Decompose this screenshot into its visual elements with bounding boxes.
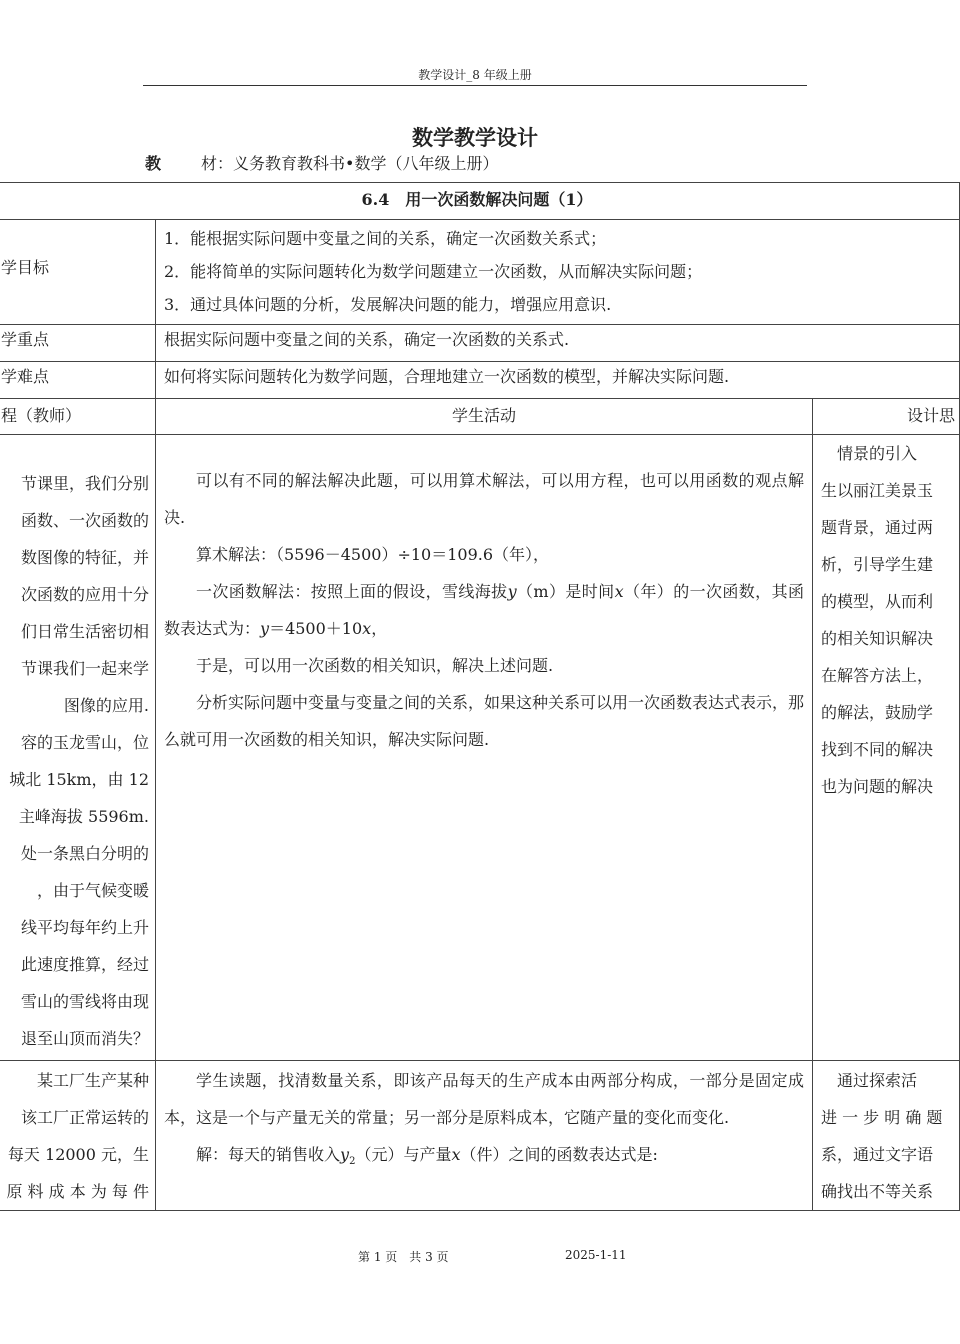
- difficulty-text: 如何将实际问题转化为数学问题，合理地建立一次函数的模型，并解决实际问题.: [164, 367, 730, 386]
- lesson-title: 6.4 用一次函数解决问题（1）: [361, 190, 593, 209]
- teacher-column-header: [0, 399, 156, 435]
- objectives-label-cell: [0, 220, 156, 325]
- text-line: 某工厂生产某种: [36, 1071, 149, 1090]
- text-line: 图像的应用.: [63, 696, 149, 715]
- page-header: 教学设计_8 年级上册: [418, 68, 532, 82]
- text-line: 次函数的应用十分: [20, 585, 149, 604]
- objectives-label: 学目标: [1, 258, 50, 277]
- key-point-label-cell: [0, 325, 156, 362]
- material-label-1: 教: [145, 154, 162, 173]
- design-text-1: [813, 435, 959, 805]
- text-line: 生以丽江美景玉: [821, 481, 934, 500]
- difficulty-label-cell: [0, 362, 156, 399]
- teacher-cell-1: [0, 435, 156, 1061]
- text-line: 函数、一次函数的: [20, 511, 149, 530]
- text-line: 的解法，鼓励学: [821, 703, 934, 722]
- objective-item: 1．能根据实际问题中变量之间的关系，确定一次函数关系式；: [164, 229, 607, 248]
- key-point-text: 根据实际问题中变量之间的关系，确定一次函数的关系式.: [164, 330, 570, 349]
- text-line: 题背景，通过两: [821, 518, 934, 537]
- text-line: 进 一 步 明 确 题: [821, 1108, 943, 1127]
- difficulty-cell: [156, 362, 960, 399]
- design-cell-1: [813, 435, 960, 1061]
- design-column-header: [813, 399, 960, 435]
- student-paragraph: 学生读题，找清数量关系，即该产品每天的生产成本由两部分构成，一部分是固定成本，这是一个与产量无关的常量；另一部分是原料成本，它随产量的变化而变化.: [164, 1071, 804, 1127]
- objective-item: 3．通过具体问题的分析，发展解决问题的能力，增强应用意识.: [164, 295, 612, 314]
- lesson-title-cell: [0, 183, 960, 220]
- student-cell-2: [156, 1061, 813, 1211]
- student-column-header: [156, 399, 813, 435]
- header-rule: [143, 85, 807, 86]
- text-line: ，由于气候变暖: [36, 881, 149, 900]
- text-line: 城北 15km，由 12: [9, 770, 149, 789]
- text-line: 雪山的雪线将由现: [20, 992, 149, 1011]
- text-line: 线平均每年约上升: [20, 918, 149, 937]
- key-point-label: 学重点: [1, 330, 50, 349]
- objective-item: 2．能将简单的实际问题转化为数学问题建立一次函数，从而解决实际问题；: [164, 262, 703, 281]
- text-line: 们日常生活密切相: [20, 622, 149, 641]
- footer-date: 2025-1-11: [565, 1248, 627, 1262]
- design-header-text: 设计思: [906, 406, 955, 425]
- student-paragraph: 解：每天的销售收入$y_2$（元）与产量x（件）之间的函数表达式是:: [196, 1145, 658, 1168]
- objectives-cell: [156, 220, 960, 325]
- text-line: 在解答方法上，: [821, 666, 934, 685]
- design-cell-2: [813, 1061, 960, 1211]
- text-line: 系，通过文字语: [821, 1145, 934, 1164]
- student-header-text: 学生活动: [451, 406, 516, 425]
- student-paragraph: 一次函数解法：按照上面的假设，雪线海拔y（m）是时间x（年）的一次函数，其函数表达式为：y＝4500＋10x，: [164, 582, 804, 638]
- material-value: 义务教育教科书•数学（八年级上册）: [233, 154, 499, 173]
- text-line: 容的玉龙雪山，位: [20, 733, 149, 752]
- text-line: 的相关知识解决: [821, 629, 934, 648]
- material-label-2: 材：: [201, 154, 234, 173]
- text-line: 每天 12000 元，生: [7, 1145, 149, 1164]
- difficulty-label: 学难点: [1, 367, 50, 386]
- text-line: 该工厂正常运转的: [20, 1108, 149, 1127]
- document-title: 数学教学设计: [412, 125, 538, 150]
- student-paragraph: 算术解法：（5596－4500）÷10＝109.6（年），: [196, 545, 550, 564]
- teacher-text-1: [0, 435, 155, 1057]
- text-line: 情景的引入: [821, 444, 918, 463]
- student-paragraph: 分析实际问题中变量与变量之间的关系，如果这种关系可以用一次函数表达式表示，那么就可用一次函数的相关知识，解决实际问题.: [164, 693, 805, 749]
- material-line: [145, 151, 498, 174]
- text-line: 析，引导学生建: [821, 555, 934, 574]
- teacher-text-2: [0, 1061, 155, 1210]
- text-line: 数图像的特征，并: [20, 548, 149, 567]
- teacher-header-text: 程（教师）: [1, 406, 82, 425]
- text-line: 找到不同的解决: [821, 740, 934, 759]
- student-paragraph: 于是，可以用一次函数的相关知识，解决上述问题.: [196, 656, 554, 675]
- text-line: 通过探索活: [821, 1071, 918, 1090]
- text-line: 处一条黑白分明的: [20, 844, 149, 863]
- text-line: 退至山顶而消失？: [20, 1029, 149, 1048]
- key-point-cell: [156, 325, 960, 362]
- text-line: 此速度推算，经过: [20, 955, 149, 974]
- text-line: 原 料 成 本 为 每 件: [6, 1182, 149, 1201]
- lesson-plan-table: [0, 182, 960, 1211]
- student-paragraph: 可以有不同的解法解决此题，可以用算术解法，可以用方程，也可以用函数的观点解决.: [164, 471, 804, 527]
- text-line: 的模型，从而利: [821, 592, 934, 611]
- design-text-2: [813, 1061, 959, 1210]
- text-line: 节课里，我们分别: [20, 474, 149, 493]
- text-line: 也为问题的解决: [821, 777, 934, 796]
- text-line: 主峰海拔 5596m.: [18, 807, 149, 826]
- text-line: 节课我们一起来学: [20, 659, 149, 678]
- footer-page-number: 第 1 页 共 3 页: [358, 1250, 449, 1264]
- student-cell-1: [156, 435, 813, 1061]
- teacher-cell-2: [0, 1061, 156, 1211]
- text-line: 确找出不等关系: [821, 1182, 934, 1201]
